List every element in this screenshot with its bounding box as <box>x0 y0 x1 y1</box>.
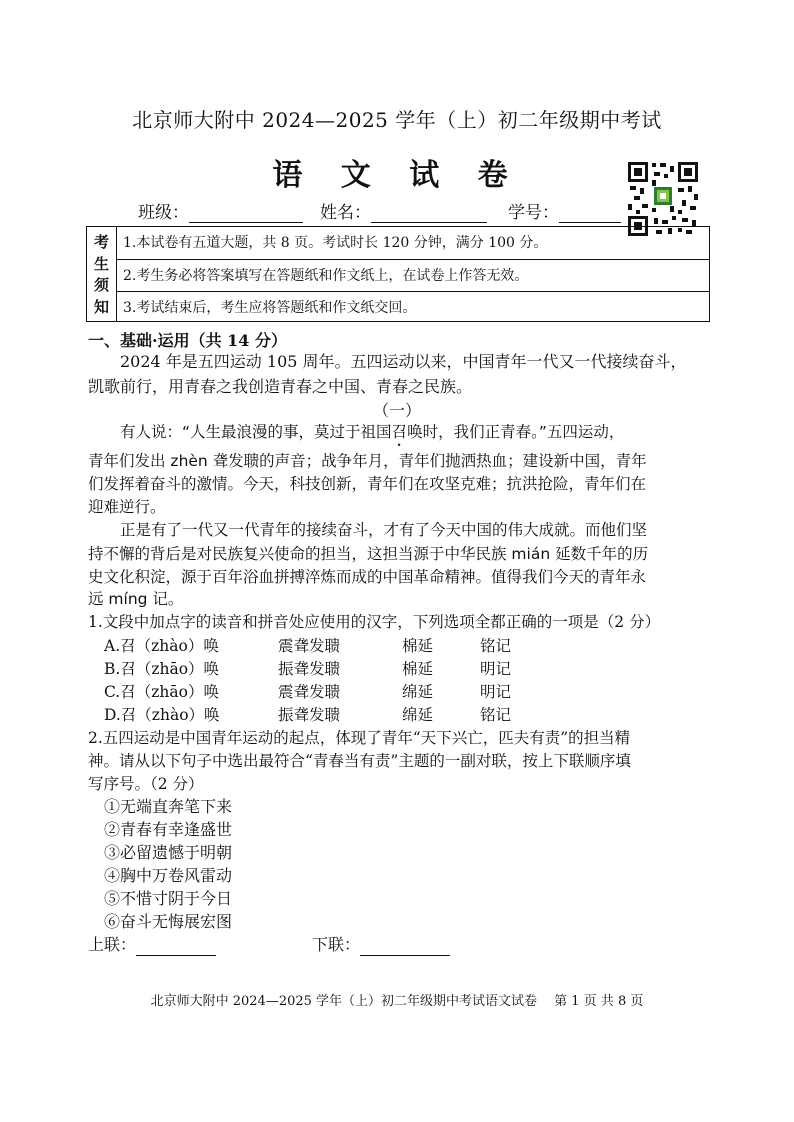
upper-couplet-answer <box>88 933 216 956</box>
couplet-line: ①无端直奔笔下来 <box>104 797 233 816</box>
passage-text: 唤时，我们正青春。”五四运动， <box>407 423 625 441</box>
notice-label-char: 生 <box>93 254 109 273</box>
lower-label: 下联： <box>312 935 361 954</box>
notice-label-char: 知 <box>93 297 109 316</box>
class-field <box>138 198 303 223</box>
passage-line: 们发挥着奋斗的激情。今天，科技创新，青年们在攻坚克难；抗洪抢险，青年们在 <box>88 475 647 493</box>
question-2-stem: 写序号。（2 分） <box>88 775 204 793</box>
question-2-stem: 2.五四运动是中国青年运动的起点，体现了青年“天下兴亡，匹夫有责”的担当精 <box>88 729 631 747</box>
exam-title: 北京师大附中 2024—2025 学年（上）初二年级期中考试 <box>132 108 662 132</box>
option-idiom: 振聋发聩 <box>278 660 341 678</box>
option-reading: A.召（zhào）唤 <box>104 637 219 655</box>
option-d <box>0 703 794 726</box>
option-word: 棉延 <box>402 660 434 678</box>
passage-line: 青年们发出 zhèn 聋发聩的声音；战争年月，青年们抛洒热血；建设新中国，青年 <box>88 452 647 470</box>
passage-line <box>120 418 624 450</box>
upper-blank <box>136 937 216 956</box>
option-word: 绵延 <box>402 683 434 701</box>
notice-label-char: 考 <box>93 233 109 252</box>
option-reading: B.召（zhāo）唤 <box>104 660 220 678</box>
section-heading: 一、基础·运用（共 14 分） <box>88 331 287 350</box>
option-word: 明记 <box>480 683 512 701</box>
couplet-line: ②青春有幸逢盛世 <box>104 820 233 839</box>
page-footer: 北京师大附中 2024—2025 学年（上）初二年级期中考试语文试卷 第 1 页 共 8 页 <box>150 994 644 1009</box>
option-b <box>0 657 794 680</box>
part-label: （一） <box>372 401 421 420</box>
option-idiom: 震聋发聩 <box>278 637 341 655</box>
passage-line: 正是有了一代又一代青年的接续奋斗，才有了今天中国的伟大成就。而他们坚 <box>120 521 648 539</box>
intro-line: 2024 年是五四运动 105 周年。五四运动以来，中国青年一代又一代接续奋斗， <box>120 352 687 371</box>
notice-items <box>117 227 709 321</box>
class-blank <box>189 204 303 223</box>
name-blank <box>371 204 487 223</box>
question-2-stem: 神。请从以下句子中选出最符合“青春当有责”主题的一副对联，按上下联顺序填 <box>88 752 631 770</box>
dotted-character: 召 <box>391 423 408 441</box>
candidate-notice-box <box>86 226 710 322</box>
class-label: 班级： <box>138 203 189 223</box>
option-word: 绵延 <box>402 706 434 724</box>
notice-label-char: 须 <box>93 276 109 295</box>
notice-item: 2.考生务必将答案填写在答题纸和作文纸上，在试卷上作答无效。 <box>117 259 709 291</box>
option-reading: C.召（zhāo）唤 <box>104 683 219 701</box>
notice-item: 1.本试卷有五道大题，共 8 页。考试时长 120 分钟，满分 100 分。 <box>123 235 548 251</box>
intro-line: 凯歌前行，用青春之我创造青春之中国、青春之民族。 <box>88 377 473 396</box>
option-word: 棉延 <box>402 637 434 655</box>
notice-item: 3.考试结束后，考生应将答题纸和作文纸交回。 <box>117 291 709 323</box>
upper-label: 上联： <box>88 935 137 954</box>
couplet-line: ④胸中万卷风雷动 <box>104 866 233 885</box>
passage-line: 持不懈的背后是对民族复兴使命的担当，这担当源于中华民族 mián 延数千年的历 <box>88 545 649 563</box>
name-field <box>320 198 487 223</box>
option-a <box>0 634 794 657</box>
passage-line: 迎难逆行。 <box>88 498 166 516</box>
option-c <box>0 680 794 703</box>
option-word: 明记 <box>480 660 512 678</box>
id-blank <box>559 204 621 223</box>
lower-blank <box>360 937 450 956</box>
lower-couplet-answer <box>312 933 450 956</box>
passage-text: 有人说：“人生最浪漫的事，莫过于祖国 <box>120 423 392 441</box>
couplet-line: ⑥奋斗无悔展宏图 <box>104 912 233 931</box>
couplet-line: ③必留遗憾于明朝 <box>104 843 233 862</box>
option-reading: D.召（zhào）唤 <box>104 706 220 724</box>
notice-label <box>87 227 117 321</box>
subject-title: 语 文 试 卷 <box>272 158 522 193</box>
id-field <box>508 198 621 223</box>
option-idiom: 震聋发聩 <box>278 683 341 701</box>
name-label: 姓名： <box>320 203 371 223</box>
option-word: 铭记 <box>480 706 512 724</box>
option-idiom: 振聋发聩 <box>278 706 341 724</box>
id-label: 学号： <box>508 203 559 223</box>
passage-line: 远 míng 记。 <box>88 590 184 608</box>
option-word: 铭记 <box>480 637 512 655</box>
couplet-line: ⑤不惜寸阴于今日 <box>104 889 233 908</box>
question-1-stem: 1.文段中加点字的读音和拼音处应使用的汉字，下列选项全都正确的一项是（2 分） <box>88 613 661 631</box>
passage-line: 史文化积淀，源于百年浴血拼搏淬炼而成的中国革命精神。值得我们今天的青年永 <box>88 568 647 586</box>
